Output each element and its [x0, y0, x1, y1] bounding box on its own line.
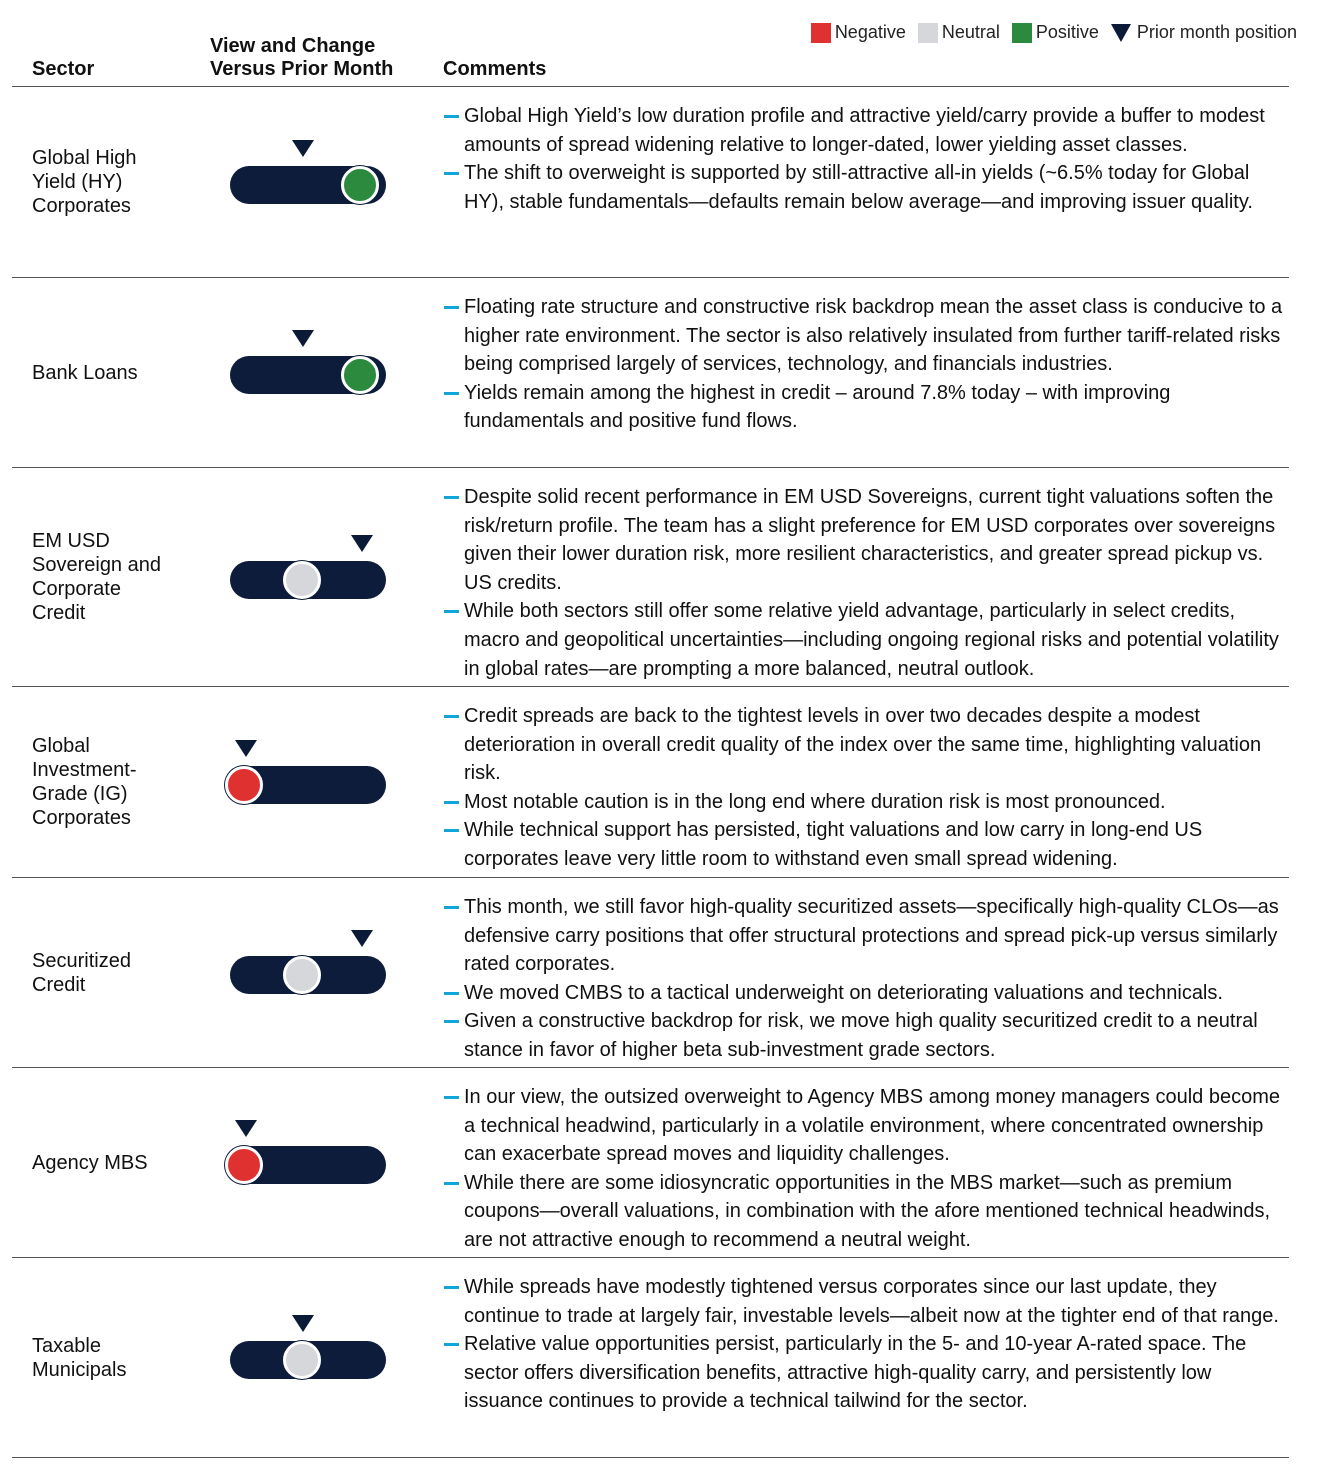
view-indicator [226, 687, 391, 877]
bullet-dash-icon [444, 1343, 459, 1346]
comment-item [444, 893, 1289, 979]
comments-list [444, 102, 1289, 216]
view-indicator [226, 468, 391, 686]
prior-month-marker-icon [351, 930, 373, 947]
sector-name: Global High Yield (HY) Corporates [32, 147, 137, 217]
comments-list [444, 1273, 1289, 1416]
comment-item [444, 702, 1289, 788]
bullet-dash-icon [444, 1286, 459, 1289]
view-indicator [226, 1068, 391, 1257]
view-header-line1: View and Change [210, 35, 376, 57]
negative-swatch [811, 23, 831, 43]
comment-text: This month, we still favor high-quality securitized assets—specifically high-quality CLOs—as defensive carry positions that offer structural protections and spread pick-up versus similarly rated corporates. [464, 896, 1279, 976]
table-row [12, 468, 1289, 687]
legend-neutral-label: Neutral [941, 22, 1000, 42]
comment-text: Credit spreads are back to the tightest levels in over two decades despite a modest deterioration in overall credit quality of the index over the same time, highlighting valuation risk. [464, 705, 1262, 785]
table-row [12, 687, 1289, 878]
comment-item [444, 159, 1289, 216]
comment-text: While both sectors still offer some relative yield advantage, particularly in select credits, macro and geopolitical uncertainties—including ongoing regional risks and potential volatility in global rates—are prompting a more balanced, neutral outlook. [464, 600, 1279, 680]
comment-item [444, 102, 1289, 159]
comment-item [444, 1169, 1289, 1255]
prior-month-marker-icon [235, 740, 257, 757]
bullet-dash-icon [444, 610, 459, 613]
current-view-dot [225, 766, 263, 804]
current-view-dot [283, 956, 321, 994]
comment-item [444, 1007, 1289, 1064]
comment-text: While technical support has persisted, tight valuations and low carry in long-end US corporates leave very little room to withstand even small spread widening. [464, 819, 1203, 870]
legend-prior [1111, 22, 1297, 43]
sector-name: EM USD Sovereign and Corporate Credit [32, 530, 161, 624]
comments-list [444, 702, 1289, 874]
prior-month-marker-icon [351, 535, 373, 552]
view-indicator [226, 87, 391, 277]
comment-item [444, 293, 1289, 379]
table-row [12, 878, 1289, 1068]
comments-column-header: Comments [443, 58, 547, 80]
legend-negative-label: Negative [834, 22, 906, 42]
view-column-header [210, 35, 393, 81]
comment-text: Global High Yield’s low duration profile and attractive yield/carry provide a buffer to modest amounts of spread widening relative to longer-dated, lower yielding asset classes. [464, 105, 1265, 156]
legend-positive-label: Positive [1035, 22, 1099, 42]
view-indicator [226, 878, 391, 1067]
sector-name: Agency MBS [32, 1151, 148, 1174]
comment-text: Floating rate structure and constructive risk backdrop mean the asset class is conducive to a higher rate environment. The sector is also relatively insulated from further tariff-related risks being comprised largely of services, technology, and financials industries. [464, 296, 1283, 376]
current-view-dot [283, 1341, 321, 1379]
bullet-dash-icon [444, 992, 459, 995]
current-view-dot [283, 561, 321, 599]
comment-text: Despite solid recent performance in EM USD Sovereigns, current tight valuations soften the risk/return profile. The team has a slight preference for EM USD corporates over sovereigns given their lower duration risk, more resilient characteristics, and greater spread pickup vs. US credits. [464, 486, 1276, 594]
prior-month-marker-icon [292, 140, 314, 157]
bullet-dash-icon [444, 392, 459, 395]
comment-text: While there are some idiosyncratic opportunities in the MBS market—such as premium coupons—overall valuations, in combination with the afore mentioned technical headwinds, are not attractive enough to recommend a neutral weight. [464, 1171, 1271, 1251]
comment-text: Given a constructive backdrop for risk, we move high quality securitized credit to a neutral stance in favor of higher beta sub-investment grade sectors. [464, 1010, 1258, 1061]
comment-text: We moved CMBS to a tactical underweight on deteriorating valuations and technicals. [464, 981, 1223, 1004]
comments-list [444, 893, 1289, 1065]
legend-prior-label: Prior month position [1136, 22, 1297, 42]
bullet-dash-icon [444, 1020, 459, 1023]
comment-item [444, 379, 1289, 436]
comments-list [444, 1083, 1289, 1255]
neutral-swatch [918, 23, 938, 43]
prior-month-marker-icon [235, 1120, 257, 1137]
comment-item [444, 1273, 1289, 1330]
sector-views-table [12, 86, 1289, 1458]
comment-item [444, 816, 1289, 873]
comment-text: Relative value opportunities persist, particularly in the 5- and 10-year A-rated space. The sector offers diversification benefits, attractive high-quality carry, and persistently low issuance continues to provide a technical tailwind for the sector. [464, 1333, 1247, 1413]
bullet-dash-icon [444, 496, 459, 499]
comment-text: While spreads have modestly tightened versus corporates since our last update, they continue to trade at largely fair, investable levels—albeit now at the tighter end of that range. [464, 1276, 1279, 1327]
view-indicator [226, 278, 391, 467]
comment-item [444, 597, 1289, 683]
prior-month-marker-icon [292, 1315, 314, 1332]
current-view-dot [341, 166, 379, 204]
bullet-dash-icon [444, 906, 459, 909]
comments-list [444, 293, 1289, 436]
legend-negative [811, 22, 906, 43]
legend [799, 22, 1297, 43]
table-row [12, 1258, 1289, 1458]
comments-list [444, 483, 1289, 683]
comment-text: The shift to overweight is supported by still-attractive all-in yields (~6.5% today for Global HY), stable fundamentals—defaults remain below average—and improving issuer quality. [464, 162, 1253, 213]
bullet-dash-icon [444, 172, 459, 175]
comment-item [444, 788, 1289, 817]
sector-name: Global Investment- Grade (IG) Corporates [32, 735, 137, 829]
current-view-dot [341, 356, 379, 394]
sector-name: Taxable Municipals [32, 1334, 127, 1381]
sector-name: Bank Loans [32, 361, 138, 384]
view-indicator [226, 1258, 391, 1457]
comment-item [444, 1330, 1289, 1416]
table-row [12, 1068, 1289, 1258]
sector-column-header: Sector [32, 58, 95, 80]
legend-neutral [918, 22, 1000, 43]
prior-month-marker-icon [292, 330, 314, 347]
bullet-dash-icon [444, 829, 459, 832]
table-row [12, 87, 1289, 278]
sector-name: Securitized Credit [32, 949, 131, 996]
current-view-dot [225, 1146, 263, 1184]
comment-text: Most notable caution is in the long end where duration risk is most pronounced. [464, 790, 1166, 813]
legend-positive [1012, 22, 1099, 43]
bullet-dash-icon [444, 306, 459, 309]
bullet-dash-icon [444, 801, 459, 804]
comment-item [444, 483, 1289, 597]
prior-month-triangle-icon [1111, 24, 1131, 42]
comment-item [444, 1083, 1289, 1169]
bullet-dash-icon [444, 115, 459, 118]
view-header-line2: Versus Prior Month [210, 58, 394, 80]
comment-text: Yields remain among the highest in credit – around 7.8% today – with improving fundamentals and positive fund flows. [464, 381, 1171, 433]
comment-text: In our view, the outsized overweight to Agency MBS among money managers could become a technical headwind, particularly in a volatile environment, where concentrated ownership can exacerbate spread moves and liquidity challenges. [464, 1086, 1281, 1166]
comment-item [444, 979, 1289, 1008]
table-row [12, 278, 1289, 468]
bullet-dash-icon [444, 715, 459, 718]
positive-swatch [1012, 23, 1032, 43]
bullet-dash-icon [444, 1182, 459, 1185]
bullet-dash-icon [444, 1096, 459, 1099]
